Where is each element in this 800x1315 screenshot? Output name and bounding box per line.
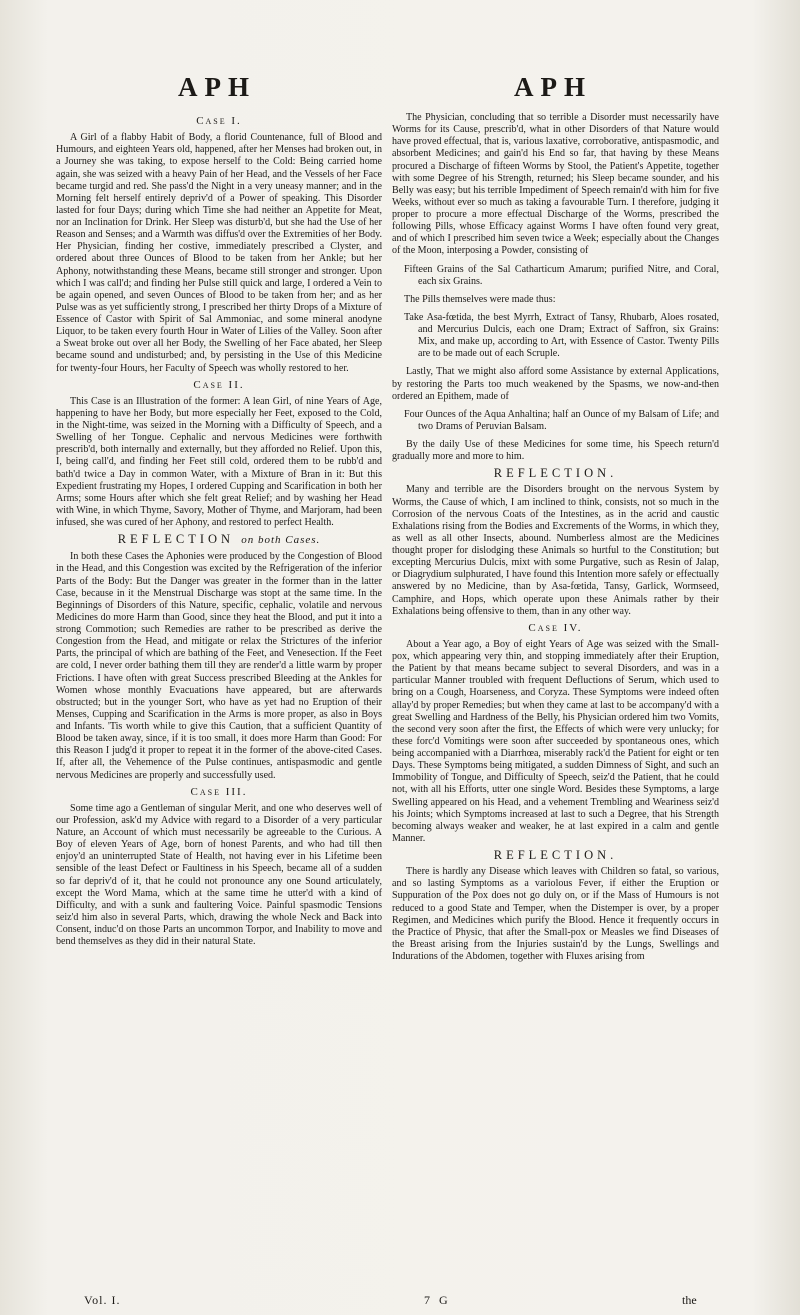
footer-signature: 7 G	[424, 1293, 451, 1307]
footer-volume: Vol. I.	[84, 1293, 121, 1307]
daily-use-text: By the daily Use of these Medicines for some time, his Speech return'd gradually more and more to him.	[392, 439, 719, 463]
pills-formula: Take Asa-fœtida, the best Myrrh, Extract of Tansy, Rhubarb, Aloes rosated, and Mercurius Dulcis, each one Dram; Extract of Saffron, six Grains: Mix, and make up, according to Art, with Essence of Castor. Twenty Pills are to be made out of each Scruple.	[404, 311, 719, 360]
case-1-heading: Case I.	[196, 115, 242, 127]
case-3-heading: Case III.	[190, 785, 248, 798]
right-column	[392, 112, 719, 967]
reflection-both-heading	[56, 533, 382, 546]
pills-intro: The Pills themselves were made thus:	[404, 293, 556, 305]
reflection-both-subtitle: on both Cases.	[241, 534, 321, 547]
running-head-right: APH	[514, 72, 592, 102]
case-3-text: Some time ago a Gentleman of singular Merit, and one who deserves well of our Profession, ask'd my Advice with regard to a Disorder of a very particular Nature, an Account of which must necessarily be agreeable to the Curious. A Boy of eleven Years of Age, born of honest Parents, and who had till then enjoy'd an uninterrupted State of Health, not having ever in his Lifetime been sensible of the least Defect or Faultiness in his Speech, became all of a sudden so far depriv'd of it, that he could not pronounce any one Sound articulately, except the Word Mama, which at the same time he utter'd with a kind of Difficulty, and with a sunk and faultering Voice. Painful spasmodic Tensions seiz'd him also in several Parts, which, drawing the whole Neck and Back into Consent, induc'd on those Parts an uncommon Torpor, and Inability to move and bend themselves as they did in their natural State.	[56, 802, 382, 948]
reflection-1-text: Many and terrible are the Disorders brought on the nervous System by Worms, the Cause of which, I am inclined to think, consists, not so much in the Corrosion of the nervous Coats of the Intestines, as in the acrid and caustic Exhalations rising from the Bodies and Excrements of the Worms, in which they, as well as all other Insects, abound. Numberless almost are the Medicines thought proper for dislodging these Animals so hurtful to the Constitution; but excepting Mercurius Dulcis, mixt with some Purgative, such as Resin of Jalap, or Diagrydium sulphurated, I have found this Intention more safely or effectually answered by no Medicine, than by Asa-fœtida, Tansy, Garlick, Wormseed, Camphire, and Hops, which operate upon these Animals rather by their Exhalations being offensive to them, than in any other way.	[392, 484, 719, 617]
lastly-text: Lastly, That we might also afford some Assistance by external Applications, by restoring the Parts too much weakened by the Spasms, we now-and-then ordered an Epithem, made of	[392, 366, 719, 402]
powder-formula: Fifteen Grains of the Sal Catharticum Amarum; purified Nitre, and Coral, each six Grains.	[404, 263, 719, 287]
case-1-text: A Girl of a flabby Habit of Body, a florid Countenance, full of Blood and Humours, and eighteen Years old, happened, after her Menses had broken out, in a Journey she was taking, to expose herself to the Cold: Being carried home again, she was seized with a heavy Pain of her Head, and the Vessels of her Face became turgid and red. She pass'd the Night in a very uneasy manner; and in the Morning felt herself entirely depriv'd of a Power of speaking. This Disorder lasted for four Days; during which Time she had neither an Appetite for Meat, nor an Inclination for Drink. Her Sleep was disturb'd, but she had the Use of her Reason and Senses; and a Warmth was diffus'd over the Extremities of her Body. Her Physician, finding her costive, immediately prescribed a Clyster, and ordered about three Ounces of Blood to be taken from her Ankle; but her Aphony, notwithstanding these Means, became still stronger and stronger. Upon which I was call'd; and finding her Pulse still quick and large, I ordered a Vein to be again opened, and seven Ounces of Blood to be taken from her; and as her Pulse was as yet sufficiently strong, I prescribed her thirty Drops of a Mixture of Essence of Castor with Spirit of Sal Ammoniac, and some mineral anodyne Liquor, to be taken every fourth Hour in Water of Lilies of the Valley. Soon after a Sweat broke out over all her Body, the Swelling of her Face abated, her Sleep became sound and undisturbed; and, by persisting in the Use of this Medicine for twenty-four Hours, her Faculty of Speech was wholly restored to her.	[56, 132, 382, 374]
reflection-2-heading: REFLECTION.	[493, 848, 618, 862]
case-2-heading: Case II.	[193, 378, 245, 391]
reflection-2-text: There is hardly any Disease which leaves with Children so fatal, so various, and so lasting Symptoms as a variolous Fever, if either the Eruption or Suppuration of the Pox does not go duly on, or if the Mass of Humours is not reduced to a good State and Temper, when the Distemper is over, by a proper Regimen, and Medicines which purify the Blood. Hence it frequently occurs in the Practice of Physic, that after the Small-pox or Measles we find Diseases of the Breast arising from the Injuries sustain'd by the Lungs, Swellings and Indurations of the Abdomen, together with Fluxes arising from	[392, 866, 719, 962]
case-3-continued-text: The Physician, concluding that so terrible a Disorder must necessarily have Worms for its Cause, prescrib'd, what in other Disorders of that Nature would have proved effectual, that is, various laxative, corroborative, antispasmodic, and absorbent Medicines; and gain'd his End so far, that having by these Means procured a Discharge of fifteen Worms by Stool, the Patient's Appetite, together with some Degree of his Strength, returned; his Sleep became sounder, and his Belly was easy; but his terrible Impediment of Speech remain'd with him for five Weeks, without ever so much as taking a favourable Turn. I therefore, judging it proper to procure a more effectual Discharge of the Worms, prescribed the following Pills, whose Efficacy against Worms I have often found very great, and of which I prescribed him seven twice a Week; especially about the Changes of the Moon, interposing a Powder, consisting of	[392, 112, 719, 257]
reflection-both-title: REFLECTION	[117, 532, 235, 547]
reflection-both-text: In both these Cases the Aphonies were produced by the Congestion of Blood in the Head, and this Congestion was excited by the Refrigeration of the inferior Parts of the Body: But the Danger was greater in the former than in the latter Case, because in it the Menstrual Discharge was stopt at the same time. In the Beginnings of Disorders of this Nature, specific, cephalic, volatile and nervous Medicines do more Harm than Good, since they heat the Blood, and put it into a strong Commotion; such Remedies are rather to be prescribed as derive the Congestion from the Head, and mitigate or relax the Strictures of the inferior Parts, the principal of which are bathing of the Feet, and Venesection. If the Feet are cold, I never order bathing them till they are render'd a little warm by proper Frictions. I have often with great Success prescribed Bleeding at the Ankles for Women whose monthly Evacuations have appeared, but are afterwards obstructed; but in the younger Sort, who have as yet had no Eruption of their Menses, Cupping and Scarification in the Arms is more proper, as also in Boys and Infants. 'Tis worth while to give this Caution, that a sufficient Quantity of Blood be taken away, since, if it is too small, it does more Harm than Good: For this Reason I judg'd it proper to repeat it in the former of the above-cited Cases. If, after all, the Vehemence of the Pulse continues, antispasmodic and gentle nervous Medicines are properly and successfully used.	[56, 551, 382, 781]
case-4-text: About a Year ago, a Boy of eight Years of Age was seized with the Small-pox, which appearing very thin, and stopping immediately after their Eruption, the Patient by that means became subject to several Disorders, and was in a particular Manner troubled with frequent Defluctions of Serum, which used to bring on a Cough, Hoarseness, and Coryza. These Symptoms were indeed often allay'd by proper Remedies; but when they came at last to be accompany'd with a great Swelling and Hardness of the Belly, his Physician ordered him two Vomits, the second very soon after the first, the Effects of which were very unlucky; for these forc'd Vomitings were soon after succeeded by spontaneous ones, which being accompanied with a Diarrhœa, miserably rack'd the Patient for eight or ten Days. These Symptoms being mitigated, a sudden Dimness of Sight, and such an Immobility of Tongue, and Difficulty of Speech, seiz'd the Patient, that he could not, with all his Efforts, utter one single Word. Besides these Symptoms, a large Swelling appeared on his Head, and a vehement Trembling and Weariness seiz'd his Joints; which Symptoms increased at last to such a Degree, that his Strength becoming always weaker and weaker, he at last expired in a calm and gentle Manner.	[392, 638, 719, 844]
epithem-formula: Four Ounces of the Aqua Anhaltina; half an Ounce of my Balsam of Life; and two Drams of Peruvian Balsam.	[404, 408, 719, 432]
reflection-1-heading: REFLECTION.	[493, 466, 618, 481]
footer-catchword: the	[682, 1293, 697, 1307]
case-2-text: This Case is an Illustration of the former: A lean Girl, of nine Years of Age, happening to have her Body, but more especially her Feet, exposed to the Cold, in the Night-time, was seized in the Morning with a Difficulty of Speech, and a Swelling of her Tongue. Cephalic and nervous Medicines were forthwith prescrib'd, both internally and externally, but they afforded no Relief. Upon this, I, being call'd, and finding her Feet still cold, ordered them to be rubb'd and bath'd twice a Day in common Water, with a Mixture of Bran in it: But this Expedient frustrating my Hopes, I ordered Cupping and Scarification in both her Arms; some Hours after which she felt great Relief; and by washing her Head with Wine, in which Thyme, Savory, Mother of Thyme, and Marjoram, had been infused, she was cured of her Aphony, and restored to perfect Health.	[56, 395, 382, 528]
left-column	[56, 112, 382, 952]
running-head-left: APH	[178, 72, 256, 102]
case-4-heading: Case IV.	[528, 621, 583, 634]
